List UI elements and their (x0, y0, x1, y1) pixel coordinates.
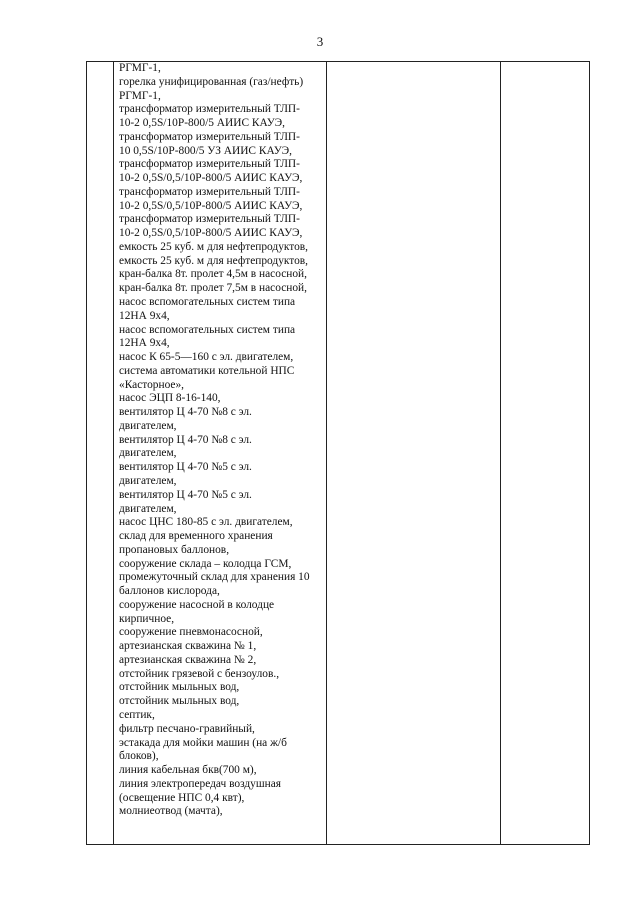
property-list-line: линия кабельная бкв(700 м), (119, 764, 257, 777)
property-list-line: промежуточный склад для хранения 10 (119, 571, 310, 584)
property-list-line: «Касторное», (119, 378, 185, 391)
property-list-line: септик, (119, 708, 155, 721)
property-list-line: баллонов кислорода, (119, 585, 220, 598)
column-divider (113, 62, 114, 844)
property-list-line: двигателем, (119, 502, 177, 515)
property-list-line: артезианская скважина № 2, (119, 653, 257, 666)
property-list-line: отстойник мыльных вод, (119, 681, 240, 694)
property-list-line: трансформатор измерительный ТЛП- (119, 158, 300, 171)
property-list-line: горелка унифицированная (газ/нефть) (119, 75, 304, 88)
property-list-line: двигателем, (119, 419, 177, 432)
property-list-line: 12НА 9х4, (119, 337, 170, 350)
property-list-line: кран-балка 8т. пролет 4,5м в насосной, (119, 268, 307, 281)
property-list-line: эстакада для мойки машин (на ж/б (119, 736, 287, 749)
property-list-line: вентилятор Ц 4-70 №8 с эл. (119, 406, 252, 419)
property-list-line: насос вспомогательных систем типа (119, 296, 296, 309)
property-list-line: насос ЭЦП 8-16-140, (119, 392, 221, 405)
property-list-line: емкость 25 куб. м для нефтепродуктов, (119, 240, 309, 253)
property-list-line: насос К 65-5—160 с эл. двигателем, (119, 351, 294, 364)
property-list-line: РГМГ-1, (119, 89, 161, 102)
property-list-line: вентилятор Ц 4-70 №5 с эл. (119, 488, 252, 501)
property-list-line: сооружение склада – колодца ГСМ, (119, 557, 292, 570)
column-divider (500, 62, 501, 844)
property-list-line: 10-2 0,5S/0,5/10Р-800/5 АИИС КАУЭ, (119, 172, 303, 185)
property-list-line: насос ЦНС 180-85 с эл. двигателем, (119, 516, 293, 529)
property-list-line: линия электропередач воздушная (119, 777, 282, 790)
page-number: 3 (316, 34, 324, 49)
property-list-line: сооружение пневмонасосной, (119, 626, 263, 639)
property-list-line: трансформатор измерительный ТЛП- (119, 103, 300, 116)
column-divider (326, 62, 327, 844)
property-list-line: трансформатор измерительный ТЛП- (119, 130, 300, 143)
property-list-cell (119, 62, 324, 819)
property-list-line: трансформатор измерительный ТЛП- (119, 185, 300, 198)
property-list-line: 10 0,5S/10Р-800/5 УЗ АИИС КАУЭ, (119, 144, 292, 157)
property-list-line: 10-2 0,5S/0,5/10Р-800/5 АИИС КАУЭ, (119, 227, 303, 240)
property-list-line: система автоматики котельной НПС (119, 364, 295, 377)
property-list-line: склад для временного хранения (119, 530, 273, 543)
property-list-line: 10-2 0,5S/0,5/10Р-800/5 АИИС КАУЭ, (119, 199, 303, 212)
property-list-line: фильтр песчано-гравийный, (119, 722, 255, 735)
property-table (86, 61, 590, 845)
property-list-line: вентилятор Ц 4-70 №8 с эл. (119, 433, 252, 446)
property-list-line: РГМГ-1, (119, 62, 161, 74)
property-list-line: (освещение НПС 0,4 квт), (119, 791, 245, 804)
property-list-line: кран-балка 8т. пролет 7,5м в насосной, (119, 282, 307, 295)
property-list-line: кирпичное, (119, 612, 175, 625)
property-list-line: трансформатор измерительный ТЛП- (119, 213, 300, 226)
property-list-line: пропановых баллонов, (119, 543, 230, 556)
property-list-line: емкость 25 куб. м для нефтепродуктов, (119, 254, 309, 267)
property-list-line: насос вспомогательных систем типа (119, 323, 296, 336)
property-list-line: 12НА 9х4, (119, 309, 170, 322)
property-list-line: молниеотвод (мачта), (119, 805, 223, 818)
property-list-line: двигателем, (119, 447, 177, 460)
property-list-line: отстойник мыльных вод, (119, 695, 240, 708)
property-list-line: двигателем, (119, 474, 177, 487)
property-list-line: блоков), (119, 750, 159, 763)
property-list-line: сооружение насосной в колодце (119, 598, 275, 611)
property-list-line: 10-2 0,5S/10Р-800/5 АИИС КАУЭ, (119, 117, 286, 130)
property-list-line: отстойник грязевой с бензоулов., (119, 667, 280, 680)
property-list-line: вентилятор Ц 4-70 №5 с эл. (119, 461, 252, 474)
property-list-line: артезианская скважина № 1, (119, 640, 257, 653)
